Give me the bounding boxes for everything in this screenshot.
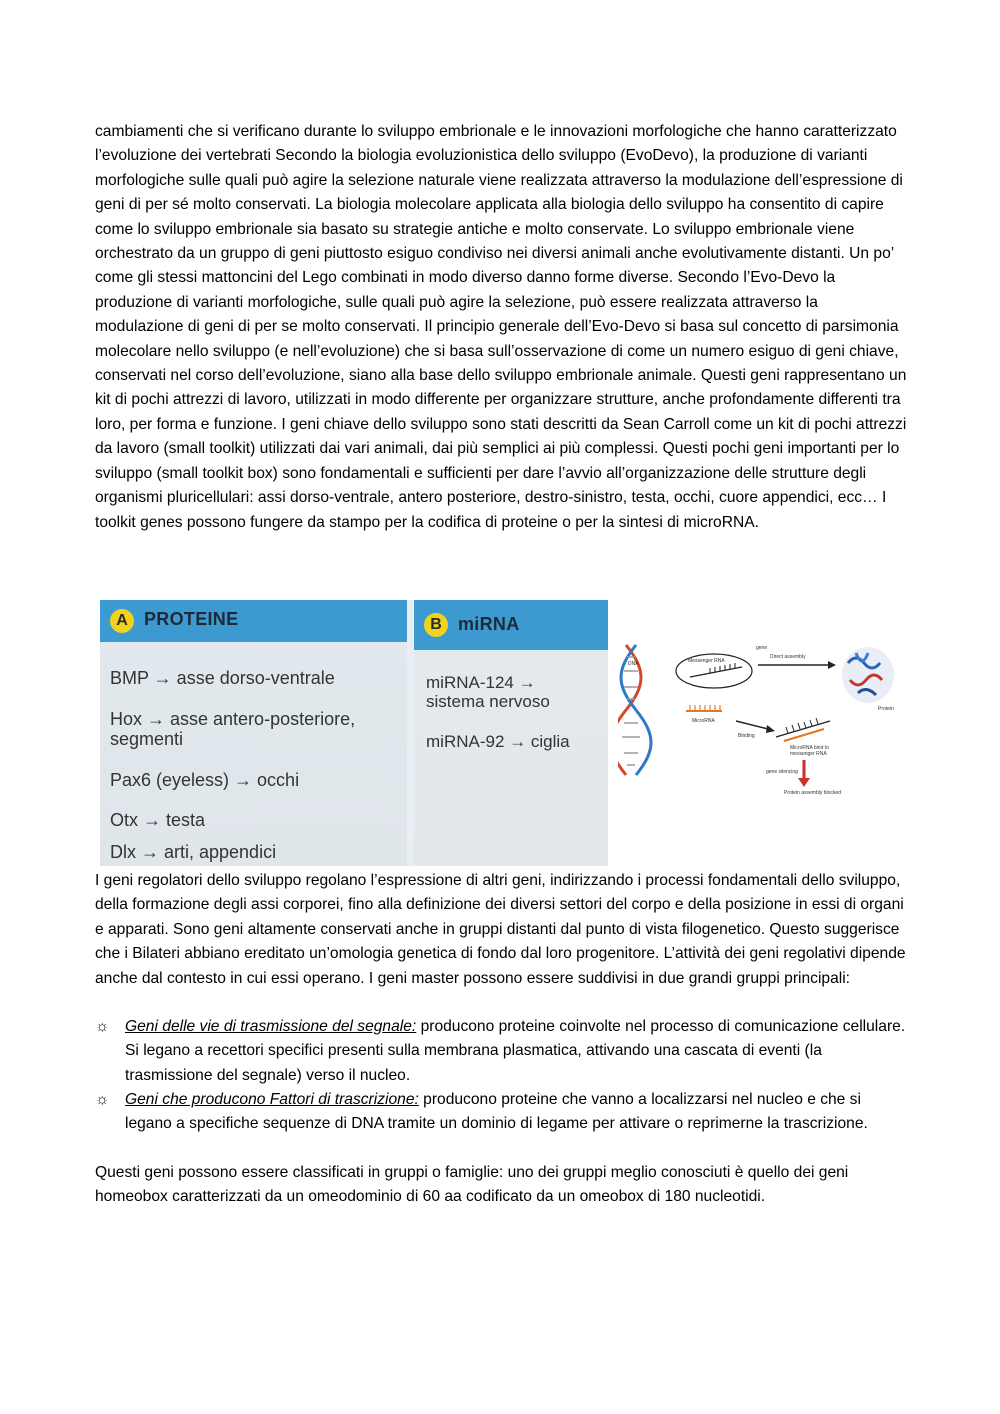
label-dna: DNA xyxy=(628,661,639,667)
row-mirna124-cont: sistema nervoso xyxy=(426,692,550,711)
bullet-signal-genes xyxy=(95,1015,910,1088)
label-direct-assembly: Direct assembly xyxy=(770,654,806,660)
down-arrow-icon xyxy=(798,778,810,787)
row-mirna124: miRNA-124 → xyxy=(426,673,536,692)
label-gene: gene xyxy=(756,645,768,651)
bullet-1-text: producono proteine coinvolte nel processo di comunicazione cellulare. Si legano a recettori specifici presenti sulla membrana plasmatica, attivando una cascata di eventi (la trasmissione del segnale) verso il nucleo. xyxy=(125,1018,906,1084)
panel-mirna xyxy=(414,600,608,866)
bullet-2-text: producono proteine che vanno a localizzarsi nel nucleo e che si legano a specifiche sequenze di DNA tramite un dominio di legame per attivare o reprimerne la trascrizione. xyxy=(125,1091,868,1133)
label-protein: Protein xyxy=(878,706,894,712)
label-binding: Binding xyxy=(738,733,755,739)
sun-bullet-icon: ☼ xyxy=(95,1091,110,1108)
bound-complex xyxy=(776,718,830,741)
row-hox: Hox → asse antero-posteriore, xyxy=(110,709,356,729)
protein-icon xyxy=(842,647,894,703)
microrna-strand xyxy=(686,705,722,711)
panel-a-badge: A xyxy=(110,609,134,633)
row-hox-cont: segmenti xyxy=(110,729,184,749)
homeobox-paragraph: Questi geni possono essere classificati in gruppi o famiglie: uno dei gruppi meglio conosciuti è quello dei geni homeobox caratterizzati da un omeodominio di 60 aa codificato da un omeobox di 180 nucleotidi. xyxy=(95,1164,849,1206)
genes-table-figure xyxy=(100,600,608,866)
panel-proteine xyxy=(100,600,407,866)
label-bind-note-1: MicroRNA bind to xyxy=(790,745,829,751)
intro-paragraph: cambiamenti che si verificano durante lo sviluppo embrionale e le innovazioni morfologiche che hanno caratterizzato l’evoluzione dei vertebrati Secondo la biologia evoluzionistica dello sviluppo (EvoDevo), la produzione di varianti morfologiche sulle quali può agire la selezione naturale viene realizzata attraverso la modulazione dell’espressione di geni di per sé molto conservati. La biologia molecolare applicata alla biologia dello sviluppo ha consentito di capire come lo sviluppo embrionale sia basato su strategie antiche e molto conservate. Lo sviluppo embrionale viene orchestrato da un gruppo di geni piuttosto esiguo condiviso nei diversi animali anche evolutivamente distanti. Un po’ come gli stessi mattoncini del Lego combinati in modo diverso danno forme diverse. Secondo l’Evo-Devo la produzione di varianti morfologiche, sulle quali può agire la selezione, può essere realizzata attraverso la modulazione di geni di per se molto conservati. Il principio generale dell’Evo-Devo si basa sul concetto di parsimonia molecolare nello sviluppo (e nell’evoluzione) che si basa sull’osservazione di come un numero esiguo di geni chiave, conservati nel corso dell’evoluzione, siano alla base dello sviluppo embrionale animale. Questi geni rappresentano un kit di pochi attrezzi di lavoro, utilizzati in modo differente per organizzare strutture, anche profondamente differenti tra loro, per forma e funzione. I geni chiave dello sviluppo sono stati descritti da Sean Carroll come un kit di pochi attrezzi da lavoro (small toolkit) utilizzati dai vari animali, dai più semplici ai più complessi. Questi pochi geni importanti per lo sviluppo (small toolkit box) sono fondamentali e sufficienti per dare l’avvio all’organizzazione delle strutture degli organismi pluricellulari: assi dorso-ventrale, antero posteriore, destro-sinistro, testa, occhi, cuore appendici, ecc… I toolkit genes possono fungere da stampo per la codifica di proteine o per la sintesi di microRNA. xyxy=(95,123,907,531)
panel-a-title: PROTEINE xyxy=(144,609,239,629)
row-otx: Otx → testa xyxy=(110,810,206,830)
mirna-mechanism-diagram xyxy=(618,625,910,800)
row-pax6: Pax6 (eyeless) → occhi xyxy=(110,770,300,790)
row-bmp: BMP → asse dorso-ventrale xyxy=(110,668,335,688)
panel-b-title: miRNA xyxy=(458,614,520,634)
label-assembly-blocked: Protein assembly blocked xyxy=(784,790,841,796)
regulators-paragraph: I geni regolatori dello sviluppo regolano l’espressione di altri geni, indirizzando i processi fondamentali dello sviluppo, della formazione degli assi corporei, fino alla definizione dei diversi settori del corpo e della posizione in essi di organi e apparati. Sono geni altamente conservati anche in gruppi distanti dal punto di vista filogenetico. Questo suggerisce che i Bilateri abbiano ereditato un’omologia genetica di fondo dal loro progenitore. L’attività dei geni regolativi dipende anche dal contesto in cui essi operano. I geni master possono essere suddivisi in due grandi gruppi principali: xyxy=(95,872,906,987)
bullet-1-lead: Geni delle vie di trasmissione del segnale: xyxy=(125,1018,417,1035)
row-dlx: Dlx → arti, appendici xyxy=(110,842,277,862)
label-microrna: MicroRNA xyxy=(692,718,715,724)
label-messenger-rna: Messenger RNA xyxy=(688,658,725,664)
bullet-2-lead: Geni che producono Fattori di trascrizione: xyxy=(125,1091,419,1108)
bullet-transcription-genes xyxy=(95,1088,910,1137)
panel-b-header xyxy=(414,600,608,650)
label-bind-note-2: messenger RNA xyxy=(790,751,827,757)
panel-b-badge: B xyxy=(424,613,448,637)
label-gene-silencing: gene silencing xyxy=(766,769,798,775)
row-mirna92: miRNA-92 → ciglia xyxy=(426,732,570,751)
panel-a-header xyxy=(100,600,407,642)
sun-bullet-icon: ☼ xyxy=(95,1018,110,1035)
